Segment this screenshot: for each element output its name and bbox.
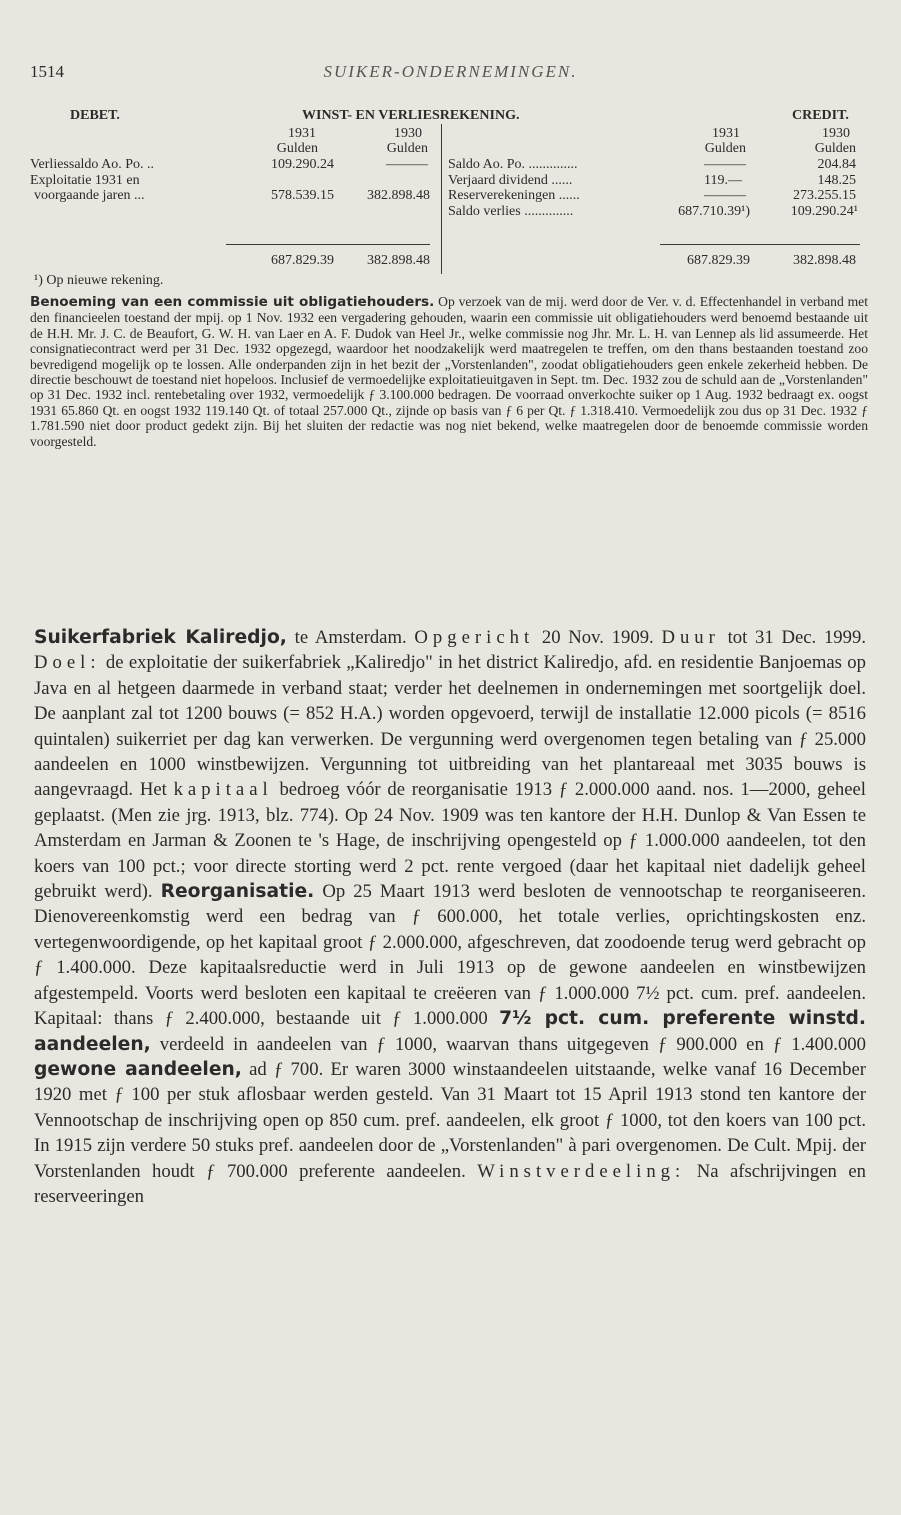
footnote: ¹) Op nieuwe rekening. xyxy=(34,273,164,288)
credit-year-1: 1931 xyxy=(712,126,740,141)
page-header xyxy=(30,62,871,86)
commissie-body: Op verzoek van de mij. werd door de Ver. v. d. Effectenhandel in verband met den financieelen toestand der mpij. op 1 Nov. 1932 een vergadering gehouden, waarin een commissie uit obligatiehouders werd benoemd bestaande uit de H.H. Mr. J. C. de Beaufort, G. W. H. van Laer en A. F. Dudok van Heel Jr., welke commissie nog Jhr. Mr. L. H. van Lennep als lid assumeerde. Het consignatiecontract werd per 31 Dec. 1932 opgezegd, waardoor het noodzakelijk werd maatregelen te treffen, om den thans bestaanden toestand zoo bevredigend mogelijk op te lossen. Alle onderpanden zijn in het bezit der „Vorstenlanden", zoodat obligatiehouders geen enkele zekerheid hebben. De directie beschouwt de toestand niet hopeloos. Inclusief de vermoedelijke exploitatieuitgaven in Sept. tm. Dec. 1932 zou de schuld aan de „Vorstenlanden" op 31 Dec. 1932 incl. rentebetaling over 1932, vermoedelijk ƒ 3.100.000 bedragen. De voorraad onverkochte suiker op 1 Aug. 1932 bedraagt ex. oogst 1931 65.860 Qt. en oogst 1932 119.140 Qt. of totaal 257.000 Qt., zijnde op basis van ƒ 6 per Qt. ƒ 1.318.410. Vermoedelijk zou dus op 31 Dec. 1932 ƒ 1.781.590 niet door product gedekt zijn. Bij het sluiten der redactie was nog niet bekend, welke maatregelen door de benoemde commissie worden voorgesteld. xyxy=(30,294,868,449)
credit-row-2-value-1: 119.— xyxy=(704,173,742,188)
debit-row-1-value-2: ——— xyxy=(386,157,428,172)
debit-row-2-label-b: voorgaande jaren ... xyxy=(34,188,145,203)
credit-row-1-value-1: ——— xyxy=(704,157,746,172)
debit-year-2: 1930 xyxy=(394,126,422,141)
opgericht-label: Opgericht xyxy=(414,627,535,648)
credit-row-1-label: Saldo Ao. Po. .............. xyxy=(448,157,578,172)
preferente-aandeelen-label: 7½ pct. cum. preferente winstd. aandeelen, xyxy=(34,1008,866,1055)
credit-row-3-label: Reserverekeningen ...... xyxy=(448,188,580,203)
text-run: Na afschrijvingen en reserveeringen xyxy=(34,1160,866,1207)
reorganisatie-heading: Reorganisatie. xyxy=(160,881,315,903)
text-run: de exploitatie der suikerfabriek „Kaliredjo" in het district Kaliredjo, afd. en residentie Banjoemas op Java en al hetgeen daarmede in verband staat; verder het deelnemen in ondernemingen met soortgelijk doel. De aanplant zal tot 1200 bouws (= 852 H.A.) worden opgevoerd, terwijl de installatie 12.000 picols (= 8516 quintalen) suikerriet per dag kan verwerken. De vergunning werd overgenomen tegen betaling van ƒ 25.000 aandeelen en 1000 winstbewijzen. Vergunning tot uitbreiding van het plantareaal met 3035 bouws is aangevraagd. Het xyxy=(34,652,866,801)
doel-label: Doel: xyxy=(34,652,101,674)
credit-row-1-value-2: 204.84 xyxy=(817,157,856,172)
page-number: 1514 xyxy=(30,62,64,81)
running-title: SUIKER-ONDERNEMINGEN. xyxy=(323,62,578,81)
text-run: te Amsterdam. xyxy=(286,627,415,648)
credit-total-rule xyxy=(660,244,860,245)
duur-label: Duur xyxy=(661,627,720,648)
text-run: bedroeg vóór de reorganisatie 1913 ƒ 2.000.000 aand. nos. 1—2000, geheel geplaatst. (Men zie jrg. 1913, blz. 774). Op 24 Nov. 1909 was ten kantore der H.H. Dunlop & Van Essen te Amsterdam en Jarman & Zoonen te 's Hage, de inschrijving opengesteld op ƒ 1.000.000 aandeelen, tot den koers van 100 pct.; voor directe storting werd 2 pct. rente vergoed (daar het kapitaal niet dadelijk geheel gebruikt werd). xyxy=(34,779,866,903)
text-run: ad ƒ 700. Er waren 3000 winstaandeelen uitstaande, welke vanaf 16 December 1920 met ƒ 100 per stuk aflosbaar werden gesteld. Van 31 Maart tot 15 April 1913 stond ten kantore der Vennootschap de inschrijving open op 850 cum. pref. aandeelen, elk groot ƒ 1000, tot den koers van 100 pct. In 1915 zijn verdere 50 stuks pref. aandeelen door de „Vorstenlanden" à pari overgenomen. De Cult. Mpij. der Vorstenlanden houdt ƒ 700.000 preferente aandeelen. xyxy=(34,1058,867,1182)
debit-row-1-label: Verliessaldo Ao. Po. .. xyxy=(30,157,155,172)
debit-unit-2: Gulden xyxy=(386,141,428,156)
text-run: Op 25 Maart 1913 werd besloten de vennootschap te reorganiseeren. Dienovereenkomstig werd een bedrag van ƒ 600.000, het totale verlies, oprichtingskosten enz. vertegenwoordigende, op het kapitaal groot ƒ 2.000.000, afgeschreven, dat zoodoende terug werd gebracht op ƒ 1.400.000. Deze kapitaalsreductie werd in Juli 1913 op de gewone aandeelen en winstbewijzen afgestempeld. Voorts werd besloten een kapitaal te creëeren van ƒ 1.000.000 7½ pct. cum. pref. aandeelen. Kapitaal: thans ƒ 2.400.000, bestaande uit ƒ 1.000.000 xyxy=(34,881,866,1030)
credit-unit-2: Gulden xyxy=(814,141,856,156)
credit-row-4-value-1: 687.710.39¹) xyxy=(678,204,750,219)
debit-row-2-label-a: Exploitatie 1931 en xyxy=(30,173,140,188)
commissie-paragraph xyxy=(30,294,868,449)
commissie-heading: Benoeming van een commissie uit obligatiehouders. xyxy=(30,294,435,310)
credit-total-1: 687.829.39 xyxy=(687,253,750,268)
winstverdeeling-label: Winstverdeeling: xyxy=(477,1160,686,1182)
credit-label: CREDIT. xyxy=(792,108,849,123)
credit-year-2: 1930 xyxy=(822,126,850,141)
credit-total-2: 382.898.48 xyxy=(793,253,856,268)
text-run: 20 Nov. 1909. xyxy=(534,627,662,648)
text-run: verdeeld in aandeelen van ƒ 1000, waarvan thans uitgegeven ƒ 900.000 en ƒ 1.400.000 xyxy=(150,1033,866,1055)
debit-row-1-value-1: 109.290.24 xyxy=(271,157,334,172)
gewone-aandeelen-label: gewone aandeelen, xyxy=(34,1058,242,1080)
debit-year-1: 1931 xyxy=(288,126,316,141)
debit-unit-1: Gulden xyxy=(276,141,318,156)
debet-label: DEBET. xyxy=(70,108,120,123)
credit-row-2-value-2: 148.25 xyxy=(817,173,856,188)
credit-row-2-label: Verjaard dividend ...... xyxy=(448,173,573,188)
credit-row-4-value-2: 109.290.24¹ xyxy=(790,204,858,219)
text-run: tot 31 Dec. 1999. xyxy=(719,627,866,648)
debit-row-2-value-2: 382.898.48 xyxy=(367,188,430,203)
kaliredjo-paragraph xyxy=(34,625,866,1209)
credit-row-3-value-1: ——— xyxy=(704,188,746,203)
credit-row-4-label: Saldo verlies .............. xyxy=(448,204,574,219)
company-name: Suikerfabriek Kaliredjo, xyxy=(34,627,287,648)
debit-row-2-value-1: 578.539.15 xyxy=(271,188,334,203)
column-divider xyxy=(441,124,442,274)
credit-row-3-value-2: 273.255.15 xyxy=(793,188,856,203)
account-title: WINST- EN VERLIESREKENING. xyxy=(302,108,520,123)
debit-total-1: 687.829.39 xyxy=(271,253,334,268)
kapitaal-label: kapitaal xyxy=(173,779,273,801)
profit-loss-account xyxy=(30,108,870,283)
credit-unit-1: Gulden xyxy=(704,141,746,156)
debit-total-rule xyxy=(226,244,430,245)
debit-total-2: 382.898.48 xyxy=(367,253,430,268)
